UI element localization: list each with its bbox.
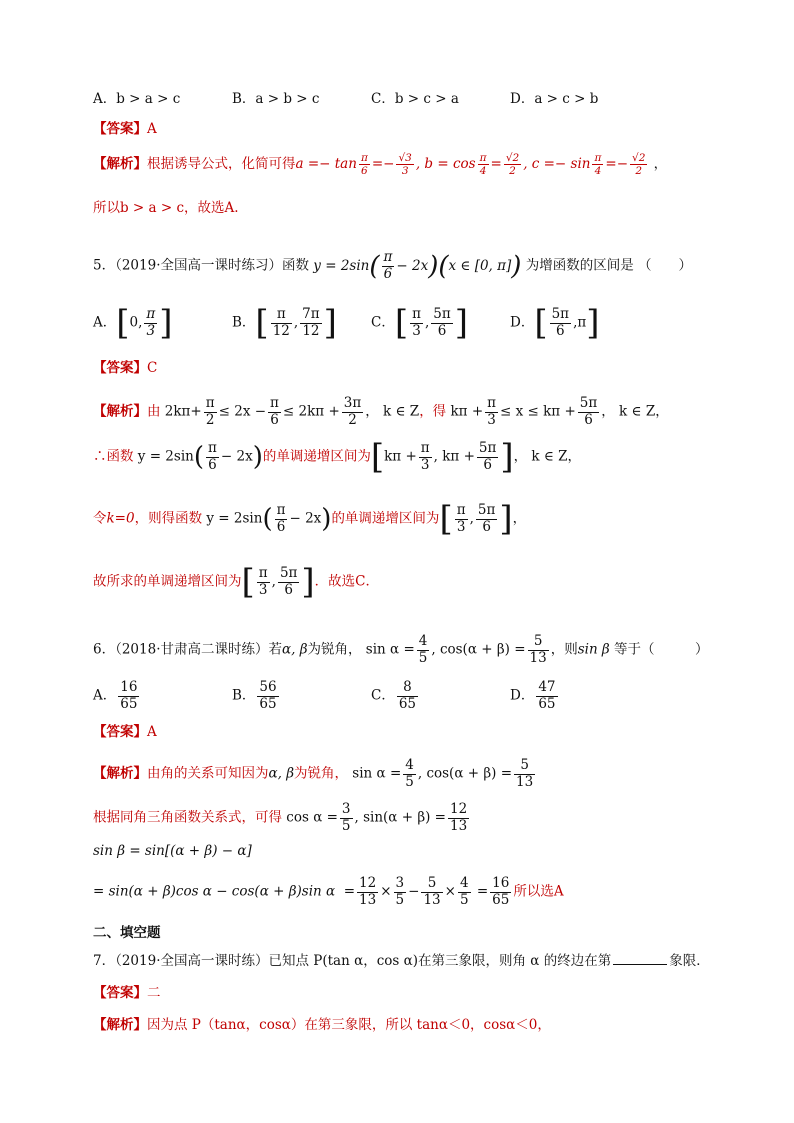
analysis-text: 根据同角三角函数关系式，可得 — [93, 809, 282, 826]
q5-option-a: A．[0, $\frac{\pi}{3}$ ] — [93, 303, 173, 343]
q6-option-d: D． $\frac{47}{65}$ — [510, 679, 556, 712]
answer-tag: 【答案】 — [93, 985, 147, 1001]
analysis-text: ． — [365, 573, 380, 590]
q6-stem-mid: 为锐角， — [307, 641, 362, 658]
analysis-text: ，则得函数 — [134, 510, 203, 527]
q6-stem-text: 6．（2018·甘肃高二课时练）若 — [93, 641, 282, 658]
analysis-text: 令 — [93, 510, 107, 527]
analysis-text: 所以选 — [513, 883, 554, 900]
q6-option-c: C． $\frac{8}{65}$ — [371, 679, 417, 712]
analysis-text: 由 — [147, 403, 161, 420]
analysis-text: 根据诱导公式，化简可得 — [147, 156, 296, 173]
q7-answer — [93, 987, 161, 1001]
answer-tag: 【答案】 — [93, 724, 147, 740]
q5-function: y = 2sin( $\frac{\pi}{6}$ − 2x)(x ∈ [0, π]) — [313, 249, 522, 282]
analysis-text: 为锐角， — [294, 765, 349, 782]
q4-option-c: C．b > c > a — [371, 91, 459, 107]
q7-analysis — [93, 1019, 551, 1033]
answer-value: A — [147, 121, 157, 137]
analysis-text: 因为点 P（tanα，cosα）在第三象限，所以 tanα＜0，cosα＜0， — [147, 1017, 551, 1033]
answer-value: A — [147, 724, 157, 740]
q5-option-b: B．[ $\frac{\pi}{12}$ , $\frac{7\pi}{12}$ ] — [232, 303, 337, 343]
q5-stem-text: 5．（2019·全国高一课时练习）函数 — [93, 257, 309, 274]
q6-stem-tail: ，则 — [550, 641, 578, 658]
q5-answer — [93, 362, 157, 376]
answer-value: 二 — [147, 985, 161, 1001]
q4-answer — [93, 123, 157, 137]
q6-option-a: A． $\frac{16}{65}$ — [93, 679, 138, 712]
q6-stem: 6．（2018·甘肃高二课时练）若α, β为锐角， sin α = $\frac{4}{5}$ , cos(α + β) = $\frac{5}{13}$ ，则sin β 等于（ ） — [93, 633, 709, 666]
analysis-text: k=0 — [106, 510, 135, 527]
analysis-text: C — [355, 573, 366, 590]
q5-analysis-1: 【解析】由 2kπ+ $\frac{\pi}{2}$ ≤ 2x − $\frac{\pi}{6}$ ≤ 2kπ + $\frac{3\pi}{2}$ ， k ∈ Z，得 kπ + $\frac{\pi}{3}$ ≤ x ≤ kπ + $\frac{5\pi}{6}$ ， k ∈ Z， — [93, 395, 669, 428]
q6-analysis-4: = sin(α + β)cos α − cos(α + β)sin α = $\frac{12}{13}$ × $\frac{3}{5}$ − $\frac{5}{13}$ × $\frac{4}{5}$ = $\frac{16}{65}$ 所以选A — [93, 875, 564, 908]
section-title: 二、填空题 — [93, 925, 161, 941]
q5-stem-tail: 为增函数的区间是 （ ） — [525, 257, 693, 274]
q4-conclusion: 所以b > a > c，故选A. — [93, 200, 239, 216]
q6-stem-end: 等于（ ） — [614, 641, 709, 658]
answer-tag: 【答案】 — [93, 360, 147, 376]
q7-stem-tail: 象限． — [669, 953, 710, 969]
q6-analysis-2: 根据同角三角函数关系式，可得 cos α = $\frac{3}{5}$ , sin(α + β) = $\frac{12}{13}$ — [93, 801, 468, 834]
analysis-text: 的单调递增区间为 — [262, 448, 371, 465]
q5-stem — [93, 250, 692, 282]
analysis-text: ，得 — [419, 403, 447, 420]
q6-answer — [93, 726, 157, 740]
q5-option-c: C．[ $\frac{\pi}{3}$ , $\frac{5\pi}{6}$ ] — [371, 303, 469, 343]
analysis-tag: 【解析】 — [93, 403, 147, 420]
q5-analysis-4: 故所求的单调递增区间为[ $\frac{\pi}{3}$ , $\frac{5\pi}{6}$ ]．故选C． — [93, 562, 380, 602]
q5-analysis-3: 令k=0，则得函数 y = 2sin( $\frac{\pi}{6}$ − 2x)的单调递增区间为[ $\frac{\pi}{3}$ , $\frac{5\pi}{6}$ ]， — [93, 499, 527, 539]
q7-stem-text: 7．（2019·全国高一课时练）已知点 P(tan α，cos α)在第三象限，则角 α 的终边在第 — [93, 953, 612, 969]
analysis-tag: 【解析】 — [93, 156, 147, 173]
fill-blank[interactable] — [613, 964, 667, 965]
analysis-text: ．故选 — [314, 573, 356, 590]
answer-tag: 【答案】 — [93, 121, 147, 137]
q4-option-d: D．a > c > b — [510, 91, 599, 107]
analysis-text: 故所求的单调递增区间为 — [93, 573, 242, 590]
q6-option-b: B． $\frac{56}{65}$ — [232, 679, 277, 712]
q4-option-a: A．b > a > c — [93, 91, 181, 107]
q6-analysis-1: 【解析】由角的关系可知因为α, β为锐角， sin α = $\frac{4}{5}$ , cos(α + β) = $\frac{5}{13}$ — [93, 757, 534, 790]
analysis-text: 的单调递增区间为 — [331, 510, 440, 527]
q5-option-d: D．[ $\frac{5\pi}{6}$ ,π] — [510, 303, 600, 343]
q4-option-b: B．a > b > c — [232, 91, 320, 107]
q6-analysis-3: sin β = sin[(α + β) − α] — [93, 843, 252, 859]
q4-formula: a =− tan $\frac{\pi}{6}$ =− $\frac{√3}{3}$ , b = cos $\frac{\pi}{4}$ = $\frac{√2}{2}$ , c =− sin $\frac{\pi}{4}$ =− $\frac{√2}{2}$ — [295, 152, 646, 178]
q4-analysis: 【解析】根据诱导公式，化简可得a =− tan $\frac{\pi}{6}$ =− $\frac{√3}{3}$ , b = cos $\frac{\pi}{4}$ = $\frac{√2}{2}$ , c =− sin $\frac{\pi}{4}$ =− $\frac{√2}{2}$ ， — [93, 152, 668, 178]
analysis-text: ∴函数 — [93, 448, 134, 465]
answer-value: C — [147, 360, 158, 376]
q7-stem — [93, 955, 710, 969]
analysis-text: A — [553, 883, 564, 900]
analysis-text: 由角的关系可知因为 — [147, 765, 269, 782]
analysis-tag: 【解析】 — [93, 765, 147, 782]
q5-analysis-2: ∴函数 y = 2sin( $\frac{\pi}{6}$ − 2x)的单调递增区间为[kπ + $\frac{\pi}{3}$ , kπ + $\frac{5\pi}{6}$ ]， k ∈ Z， — [93, 437, 582, 477]
analysis-tag: 【解析】 — [93, 1017, 147, 1033]
